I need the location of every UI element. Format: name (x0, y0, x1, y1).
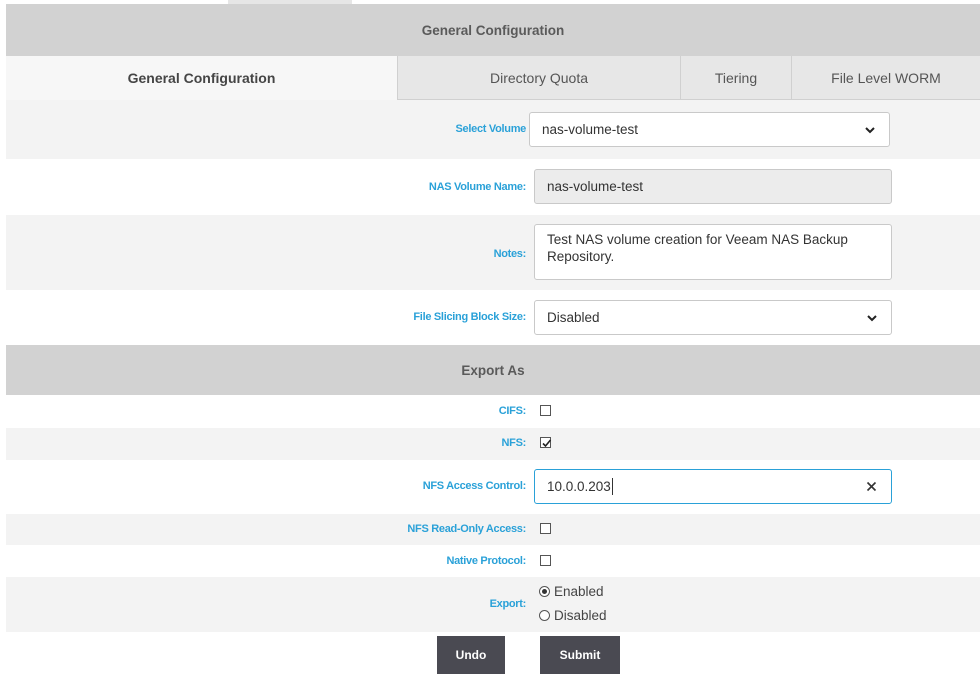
select-volume-row (6, 100, 980, 159)
tab-file-level-worm[interactable]: File Level WORM (831, 70, 941, 86)
nas-volume-name-value: nas-volume-test (547, 179, 644, 194)
checkmark-icon (541, 438, 552, 449)
nfs-label: NFS: (501, 437, 526, 449)
tab-bar (6, 56, 980, 100)
text-cursor (612, 478, 613, 495)
nas-volume-name-label: NAS Volume Name: (428, 181, 526, 193)
select-volume-value: nas-volume-test (542, 122, 639, 137)
export-disabled-option[interactable] (539, 608, 607, 623)
nfs-read-only-row (6, 514, 980, 545)
native-protocol-row (6, 545, 980, 577)
cifs-label: CIFS: (498, 405, 526, 417)
cifs-checkbox[interactable] (540, 405, 551, 416)
native-protocol-label: Native Protocol: (446, 555, 526, 567)
section-title: General Configuration (421, 22, 565, 38)
cifs-row (6, 395, 980, 428)
export-enabled-label: Enabled (554, 584, 604, 599)
notes-label: Notes: (493, 248, 526, 260)
nfs-read-only-checkbox[interactable] (540, 523, 551, 534)
nfs-row (6, 428, 980, 460)
select-volume-dropdown[interactable] (529, 112, 890, 147)
nfs-access-control-input[interactable] (534, 469, 892, 504)
tab-general-configuration[interactable]: General Configuration (6, 56, 398, 100)
nfs-checkbox[interactable] (540, 437, 551, 448)
nfs-access-control-value: 10.0.0.203 (547, 479, 611, 494)
clear-icon[interactable] (866, 481, 877, 492)
export-row (6, 577, 980, 632)
select-volume-label: Select Volume (455, 123, 526, 135)
chevron-down-icon (865, 311, 879, 325)
file-slicing-row (6, 290, 980, 345)
nas-volume-name-field (534, 169, 892, 204)
notes-row (6, 215, 980, 290)
file-slicing-dropdown[interactable] (534, 300, 892, 335)
export-label: Export: (489, 598, 526, 610)
native-protocol-checkbox[interactable] (540, 555, 551, 566)
file-slicing-value: Disabled (547, 310, 600, 325)
export-disabled-label: Disabled (554, 608, 607, 623)
export-disabled-radio[interactable] (539, 610, 550, 621)
export-as-title: Export As (461, 362, 525, 378)
notes-textarea[interactable] (534, 224, 892, 280)
tab-directory-quota[interactable]: Directory Quota (398, 56, 681, 100)
file-slicing-label: File Slicing Block Size: (413, 311, 526, 323)
export-enabled-radio[interactable] (539, 586, 550, 597)
export-enabled-option[interactable] (539, 584, 604, 599)
submit-button[interactable]: Submit (540, 636, 620, 674)
tab-tiering[interactable]: Tiering (681, 56, 792, 100)
undo-button[interactable]: Undo (437, 636, 505, 674)
nas-volume-name-row (6, 159, 980, 215)
nfs-read-only-label: NFS Read-Only Access: (407, 523, 526, 535)
nfs-access-control-row (6, 460, 980, 514)
section-header-export-as (6, 345, 980, 395)
nfs-access-control-label: NFS Access Control: (422, 480, 526, 492)
section-header-general (6, 4, 980, 56)
chevron-down-icon (863, 123, 877, 137)
